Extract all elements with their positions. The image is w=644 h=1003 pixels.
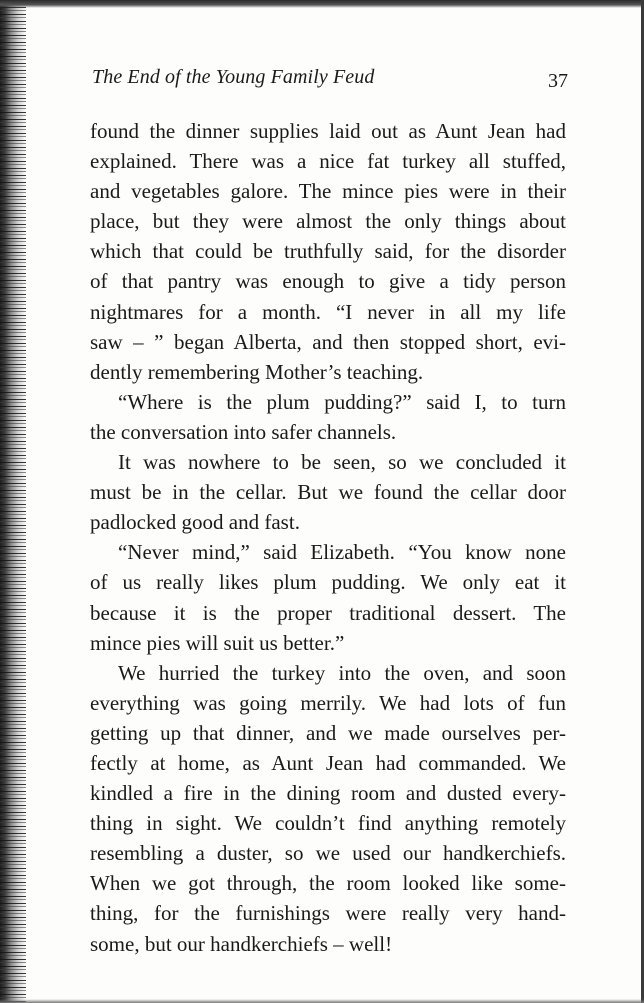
scan-top-edge [0,0,644,8]
scan-bottom-edge [0,999,644,1003]
page-number: 37 [548,70,568,92]
text-line: “Never mind,” said Elizabeth. “You know none [118,540,566,565]
text-line: nightmares for a month. “I never in all my life [90,299,566,324]
paragraph [90,658,566,959]
text-line: because it is the proper traditional dessert. The [90,600,566,625]
text-line: fectly at home, as Aunt Jean had commanded. We [90,750,566,775]
binding-gutter [0,0,26,1003]
text-line: thing in sight. We couldn’t find anything remotely [90,811,566,836]
text-line: must be in the cellar. But we found the cellar door [90,480,566,505]
text-line: which that could be truthfully said, for the disorder [90,239,566,264]
paragraph [90,387,566,447]
text-line: everything was going merrily. We had lots of fun [90,690,566,715]
running-title: The End of the Young Family Feud [92,66,375,88]
text-line: mince pies will suit us better.” [90,630,345,655]
text-line: saw – ” began Alberta, and then stopped short, evi- [90,329,566,354]
text-line: kindled a fire in the dining room and dusted every- [90,781,566,806]
text-line: “Where is the plum pudding?” said I, to turn [118,389,566,414]
text-line: and vegetables galore. The mince pies were in their [90,179,566,204]
text-line: explained. There was a nice fat turkey all stuffed, [90,149,566,174]
body-text [90,116,566,959]
text-line: of that pantry was enough to give a tidy person [90,269,566,294]
text-line: When we got through, the room looked like some- [90,871,566,896]
text-line: place, but they were almost the only things about [90,209,566,234]
text-line: It was nowhere to be seen, so we concluded it [118,450,566,475]
text-line: dently remembering Mother’s teaching. [90,359,424,384]
text-line: the conversation into safer channels. [90,419,397,444]
paragraph [90,447,566,537]
text-line: resembling a duster, so we used our handkerchiefs. [90,841,566,866]
paragraph [90,537,566,657]
paragraph [90,116,566,387]
text-line: getting up that dinner, and we made ourselves per- [90,720,566,745]
text-line: found the dinner supplies laid out as Aunt Jean had [90,119,566,143]
text-line: thing, for the furnishings were really very hand- [90,901,566,926]
text-line: padlocked good and fast. [90,510,300,535]
running-header [92,66,568,100]
text-line: some, but our handkerchiefs – well! [90,931,393,956]
text-line: of us really likes plum pudding. We only eat it [90,570,566,595]
text-line: We hurried the turkey into the oven, and soon [118,660,566,685]
